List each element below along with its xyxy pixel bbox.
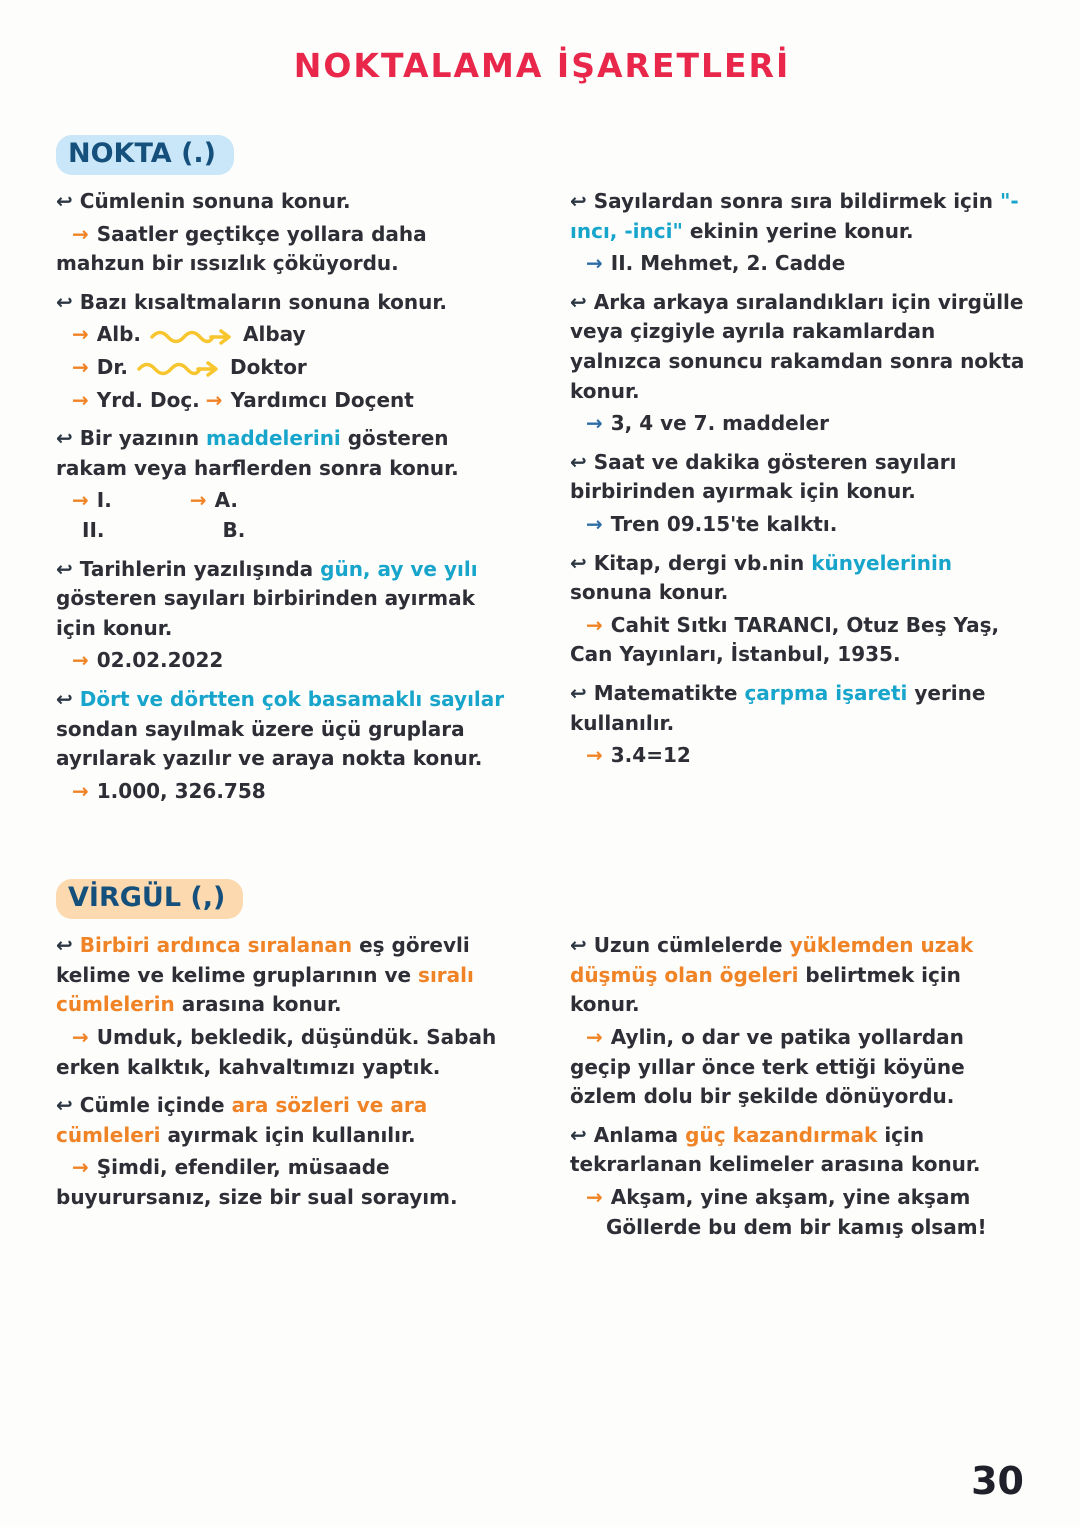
- squiggle-arrow-icon: [149, 327, 235, 345]
- text-segment: Umduk, bekledik, düşündük. Sabah erken kalktık, kahvaltımızı yaptık.: [56, 1025, 497, 1079]
- text-segment: gün, ay ve yılı: [320, 556, 478, 581]
- text-segment: Kitap, dergi vb.nin: [593, 550, 812, 575]
- text-segment: Cahit Sıtkı TARANCI, Otuz Beş Yaş, Can Yayınları, İstanbul,: [570, 612, 1000, 667]
- text-segment: Tarihlerin yazılışında: [79, 556, 321, 581]
- example-arrow-icon: →: [72, 778, 89, 803]
- rule-item: [56, 187, 514, 217]
- text-segment: Saat ve dakika gösteren sayıları birbirinden ayırmak için konur.: [570, 449, 957, 504]
- example-arrow-icon: →: [586, 251, 603, 276]
- text-segment: .: [892, 642, 901, 667]
- text-segment: B.: [222, 517, 246, 542]
- text-segment: Yardımcı Doçent: [230, 387, 414, 412]
- text-segment: ara sözleri ve ara cümleleri: [56, 1093, 428, 1147]
- nokta-right-column: [570, 187, 1028, 809]
- text-segment: sondan sayılmak üzere üçü gruplara ayrılarak yazılır ve araya nokta konur.: [56, 716, 483, 771]
- bullet-arrow-icon: ↩: [56, 1093, 73, 1118]
- rule-item: [570, 288, 1028, 406]
- rule-item: [56, 1091, 514, 1150]
- example-item: [570, 1183, 1028, 1242]
- text-segment: 1935: [837, 642, 893, 667]
- text-segment: "-ıncı, -inci": [570, 189, 1019, 243]
- rule-item: [570, 187, 1028, 246]
- bullet-arrow-icon: ↩: [570, 550, 587, 575]
- example-item: [56, 320, 514, 350]
- text-segment: sonuna konur.: [570, 580, 729, 605]
- example-arrow-icon: →: [586, 1185, 603, 1210]
- text-segment: Cümlenin sonuna konur.: [79, 189, 351, 213]
- bullet-arrow-icon: ↩: [570, 933, 587, 958]
- text-segment: Uzun cümlelerde: [593, 933, 790, 958]
- text-segment: A.: [214, 488, 239, 513]
- text-segment: güç kazandırmak: [685, 1122, 878, 1147]
- example-item: [570, 249, 1028, 279]
- example-item: [570, 510, 1028, 540]
- example-arrow-icon: →: [586, 1025, 603, 1050]
- example-item: [56, 220, 514, 279]
- text-segment: arasına konur.: [174, 992, 342, 1017]
- text-segment: maddeler: [715, 411, 829, 436]
- rule-item: [570, 1121, 1028, 1180]
- rule-item: [56, 555, 514, 644]
- text-segment: 'te kalktı.: [730, 511, 838, 536]
- example-item: [56, 1023, 514, 1082]
- example-arrow-icon: →: [586, 511, 603, 536]
- text-segment: I.: [96, 488, 112, 513]
- example-arrow-icon: →: [72, 387, 89, 412]
- virgul-left-column: [56, 931, 514, 1245]
- text-segment: Matematikte: [593, 680, 745, 705]
- text-segment: ekinin yerine konur.: [682, 218, 914, 243]
- example-item: [570, 741, 1028, 771]
- text-segment: Arka arkaya sıralandıkları için virgülle veya çizgiyle ayrıla rakamlardan yalnızca sonuncu rakamdan sonra nokta konur.: [570, 289, 1025, 403]
- bullet-arrow-icon: ↩: [56, 189, 73, 213]
- bullet-arrow-icon: ↩: [570, 449, 587, 474]
- text-segment: gösteren sayıları birbirinden ayırmak için konur.: [56, 586, 475, 640]
- section-nokta: [56, 135, 1028, 809]
- example-item: [570, 611, 1028, 670]
- text-segment: belirtmek için konur.: [570, 962, 961, 1017]
- section-virgul: [56, 879, 1028, 1245]
- example-arrow-icon: →: [72, 322, 89, 347]
- text-segment: Akşam, yine akşam, yine akşam: [610, 1185, 971, 1210]
- example-arrow-icon: →: [72, 354, 89, 379]
- text-segment: Anlama: [593, 1122, 686, 1147]
- text-segment: künyelerinin: [811, 550, 953, 575]
- text-segment: Göllerde bu dem bir kamış olsam!: [606, 1214, 987, 1239]
- text-segment: Birbiri ardınca sıralanan: [79, 933, 353, 958]
- text-segment: Dr.: [96, 354, 128, 379]
- text-segment: Dört ve dörtten çok basamaklı sayılar: [79, 686, 505, 711]
- squiggle-arrow-icon: [136, 359, 222, 377]
- virgul-columns: [56, 931, 1028, 1245]
- bullet-arrow-icon: ↩: [570, 1122, 587, 1147]
- text-segment: 09.15: [666, 511, 731, 536]
- example-arrow-icon: →: [586, 411, 603, 436]
- text-segment: Bir yazının: [79, 426, 207, 451]
- text-segment: II.: [82, 517, 105, 542]
- nokta-columns: [56, 187, 1028, 809]
- example-item: [570, 409, 1028, 439]
- text-segment: 02.02.2022: [96, 648, 224, 673]
- text-segment: yerine kullanılır.: [570, 680, 986, 735]
- rule-item: [570, 549, 1028, 608]
- text-segment: Şimdi, efendiler, müsaade buyurursanız, size bir sual sorayım.: [56, 1155, 458, 1210]
- example-item: [570, 1023, 1028, 1112]
- example-item: [56, 646, 514, 676]
- page-number: 30: [971, 1459, 1024, 1503]
- example-arrow-icon: →: [586, 612, 603, 637]
- virgul-right-column: [570, 931, 1028, 1245]
- rule-item: [570, 679, 1028, 738]
- text-segment: için tekrarlanan kelimeler arasına konur.: [570, 1122, 981, 1177]
- bullet-arrow-icon: ↩: [570, 189, 587, 213]
- example-arrow-icon: →: [72, 488, 89, 513]
- text-segment: Albay: [243, 322, 306, 347]
- text-segment: çarpma işareti: [744, 680, 908, 705]
- example-arrow-icon: →: [189, 488, 207, 513]
- text-segment: Tren: [610, 511, 667, 536]
- example-item: [56, 486, 514, 545]
- example-item: [56, 1153, 514, 1212]
- rule-item: [570, 448, 1028, 507]
- page-title: NOKTALAMA İŞARETLERİ: [293, 46, 791, 85]
- text-segment: II. Mehmet,: [610, 251, 747, 276]
- bullet-arrow-icon: ↩: [570, 289, 587, 314]
- bullet-arrow-icon: ↩: [56, 289, 73, 314]
- text-segment: 1.000, 326.758: [96, 778, 266, 803]
- bullet-arrow-icon: ↩: [56, 686, 73, 711]
- text-segment: Cümle içinde: [79, 1093, 232, 1118]
- bullet-arrow-icon: ↩: [56, 556, 73, 581]
- text-segment: eş görevli kelime ve kelime gruplarının ve: [56, 933, 470, 987]
- rule-item: [56, 424, 514, 483]
- nokta-left-column: [56, 187, 514, 809]
- section-heading-nokta: NOKTA (.): [56, 135, 234, 175]
- rule-item: [570, 931, 1028, 1020]
- text-segment: 2.: [746, 251, 768, 276]
- text-segment: 3.4=12: [610, 743, 691, 768]
- text-segment: Alb.: [96, 322, 142, 347]
- text-segment: Aylin, o dar ve patika yollardan geçip yıllar önce terk ettiği köyüne özlem dolu bir şekilde dönüyordu.: [570, 1025, 965, 1109]
- example-arrow-icon: →: [205, 387, 223, 412]
- text-segment: Yrd. Doç.: [96, 387, 200, 412]
- example-item: [56, 353, 514, 383]
- rule-item: [56, 288, 514, 318]
- text-segment: sıralı cümlelerin: [56, 962, 474, 1017]
- text-segment: Saatler geçtikçe yollara daha mahzun bir ıssızlık çöküyordu.: [56, 221, 427, 276]
- example-arrow-icon: →: [72, 648, 89, 673]
- text-segment: Sayılardan sonra sıra bildirmek için: [593, 189, 1000, 213]
- example-arrow-icon: →: [586, 743, 603, 768]
- text-segment: 3, 4 ve 7.: [610, 411, 716, 436]
- rule-item: [56, 685, 514, 774]
- text-segment: ayırmak için kullanılır.: [160, 1122, 416, 1147]
- bullet-arrow-icon: ↩: [56, 933, 73, 958]
- bullet-arrow-icon: ↩: [56, 426, 73, 451]
- text-segment: Doktor: [229, 354, 307, 379]
- text-segment: Bazı kısaltmaların sonuna konur.: [79, 289, 447, 314]
- rule-item: [56, 931, 514, 1020]
- example-item: [56, 777, 514, 807]
- example-arrow-icon: →: [72, 1025, 89, 1050]
- example-item: [56, 386, 514, 416]
- text-segment: yüklemden uzak düşmüş olan ögeleri: [570, 933, 974, 987]
- example-arrow-icon: →: [72, 1155, 89, 1180]
- text-segment: maddelerini: [206, 426, 341, 451]
- example-arrow-icon: →: [72, 221, 89, 246]
- bullet-arrow-icon: ↩: [570, 680, 587, 705]
- text-segment: gösteren rakam veya harflerden sonra konur.: [56, 426, 459, 480]
- text-segment: Cadde: [767, 251, 846, 276]
- section-heading-virgul: VİRGÜL (,): [56, 879, 243, 919]
